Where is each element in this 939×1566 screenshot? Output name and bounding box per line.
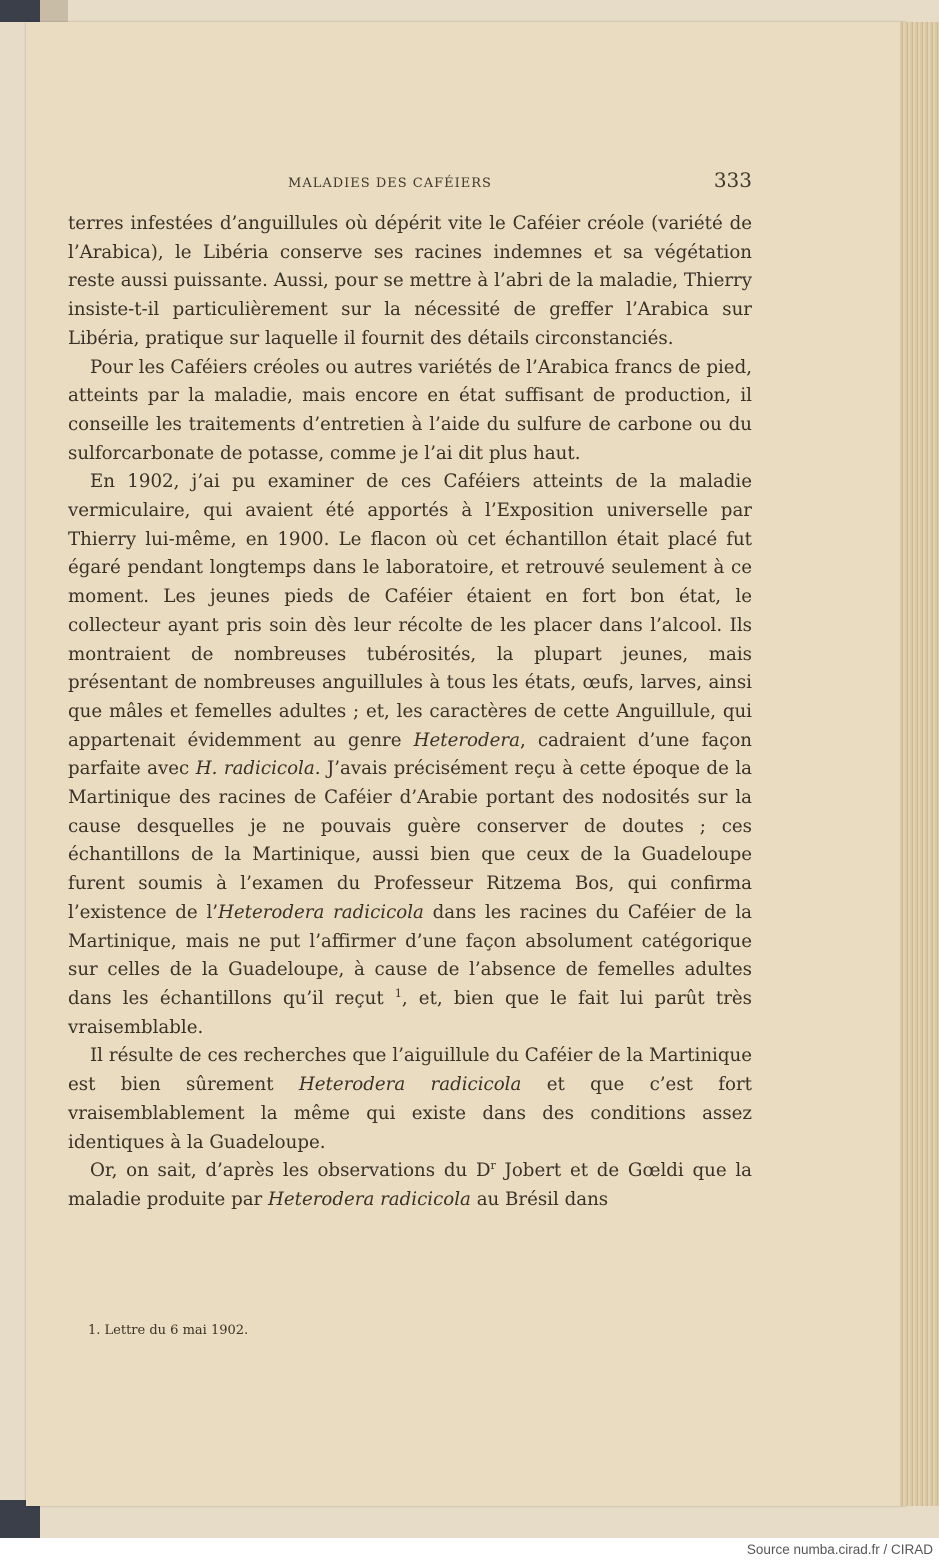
italic-species-heterodera-radicicola: Heterodera radicicola [218, 901, 424, 923]
footnote-reference: 1 [394, 986, 402, 1000]
italic-species-heterodera-radicicola: Heterodera radicicola [298, 1074, 522, 1096]
page-edges [900, 22, 939, 1506]
paragraph-5-text: au Brésil dans [470, 1188, 609, 1210]
binding-strip-top-light [40, 0, 68, 22]
paragraph-3-text: . J’avais précisément reçu à cette époque de la Martinique des racines de Caféier d’Arabie portant des nodosités sur la cause desquelles je ne pouvais guère conserver de doutes ; ces échantillons de la Martinique, aussi bien que ceux de la Guadeloupe furent soumis à l’examen du Professeur Ritzema Bos, qui confirma l’existence de l’ [68, 758, 753, 923]
paragraph-3-text: dans les racines du Caféier de la Martinique, mais ne put l’affirmer d’une façon absolument catégorique sur celles de la Guadeloupe, à cause de l’absence de femelles adultes dans les échantillons qu’il reçut [68, 901, 752, 1009]
body-text [68, 210, 752, 1215]
page-number: 333 [713, 168, 752, 192]
paragraph-3-text: En 1902, j’ai pu examiner de ces Caféiers atteints de la maladie vermiculaire, qui avaient été apportés à l’Exposition universelle par Thierry lui-même, en 1900. Le flacon où cet échantillon était placé fut égaré pendant longtemps dans le laboratoire, et retrouvé seulement à ce moment. Les jeunes pieds de Caféier étaient en fort bon état, le collecteur ayant pris soin dès leur récolte de les placer dans l’alcool. Ils montraient de nombreuses tubérosités, la plupart jeunes, mais présentant de nombreuses anguillules à tous les états, œufs, larves, ainsi que mâles et femelles adultes ; et, les caractères de cette Anguillule, qui appartenait évidemment au genre [68, 471, 752, 751]
paragraph-2: Pour les Caféiers créoles ou autres variétés de l’Arabica francs de pied, atteints par la maladie, mais encore en état suffisant de production, il conseille les traitements d’entretien à l’aide du sulfure de carbone ou du sulforcarbonate de potasse, comme je l’ai dit plus haut. [68, 356, 752, 464]
italic-species-h-radicicola: H. radicicola [195, 758, 315, 780]
running-title: MALADIES DES CAFÉIERS [288, 176, 492, 191]
footnote: 1. Lettre du 6 mai 1902. [88, 1323, 249, 1338]
italic-genus-heterodera: Heterodera [413, 729, 520, 751]
superscript-r: r [490, 1159, 496, 1173]
page-header [68, 166, 752, 196]
source-credit: Source numba.cirad.fr / CIRAD [746, 1542, 933, 1557]
paragraph-4-text: et que c’est fort vraisemblablement la même qui existe dans des conditions assez identiques à la Guadeloupe. [68, 1074, 752, 1153]
paragraph-3-text: , cadraient d’une façon parfaite avec [68, 729, 752, 780]
paragraph-5 [68, 1157, 752, 1214]
italic-species-heterodera-radicicola: Heterodera radicicola [268, 1188, 471, 1210]
paragraph-1: terres infestées d’anguillules où dépérit vite le Caféier créole (variété de l’Arabica), le Libéria conserve ses racines indemnes et sa végétation reste aussi puissante. Aussi, pour se mettre à l’abri de la maladie, Thierry insiste-t-il particulièrement sur la nécessité de greffer l’Arabica sur Libéria, pratique sur laquelle il fournit des détails circonstanciés. [68, 213, 752, 349]
paragraph-3 [68, 468, 752, 1042]
paragraph-4-text: Il résulte de ces recherches que l’aiguillule du Caféier de la Martinique est bien sûrement [68, 1045, 752, 1096]
paragraph-5-text: Jobert et de Gœldi que la maladie produite par [68, 1160, 752, 1210]
paragraph-4 [68, 1042, 752, 1157]
paragraph-3-text: , et, bien que le fait lui parût très vraisemblable. [68, 987, 752, 1038]
paragraph-5-text: Or, on sait, d’après les observations du D [90, 1160, 491, 1182]
binding-strip-top [0, 0, 40, 22]
